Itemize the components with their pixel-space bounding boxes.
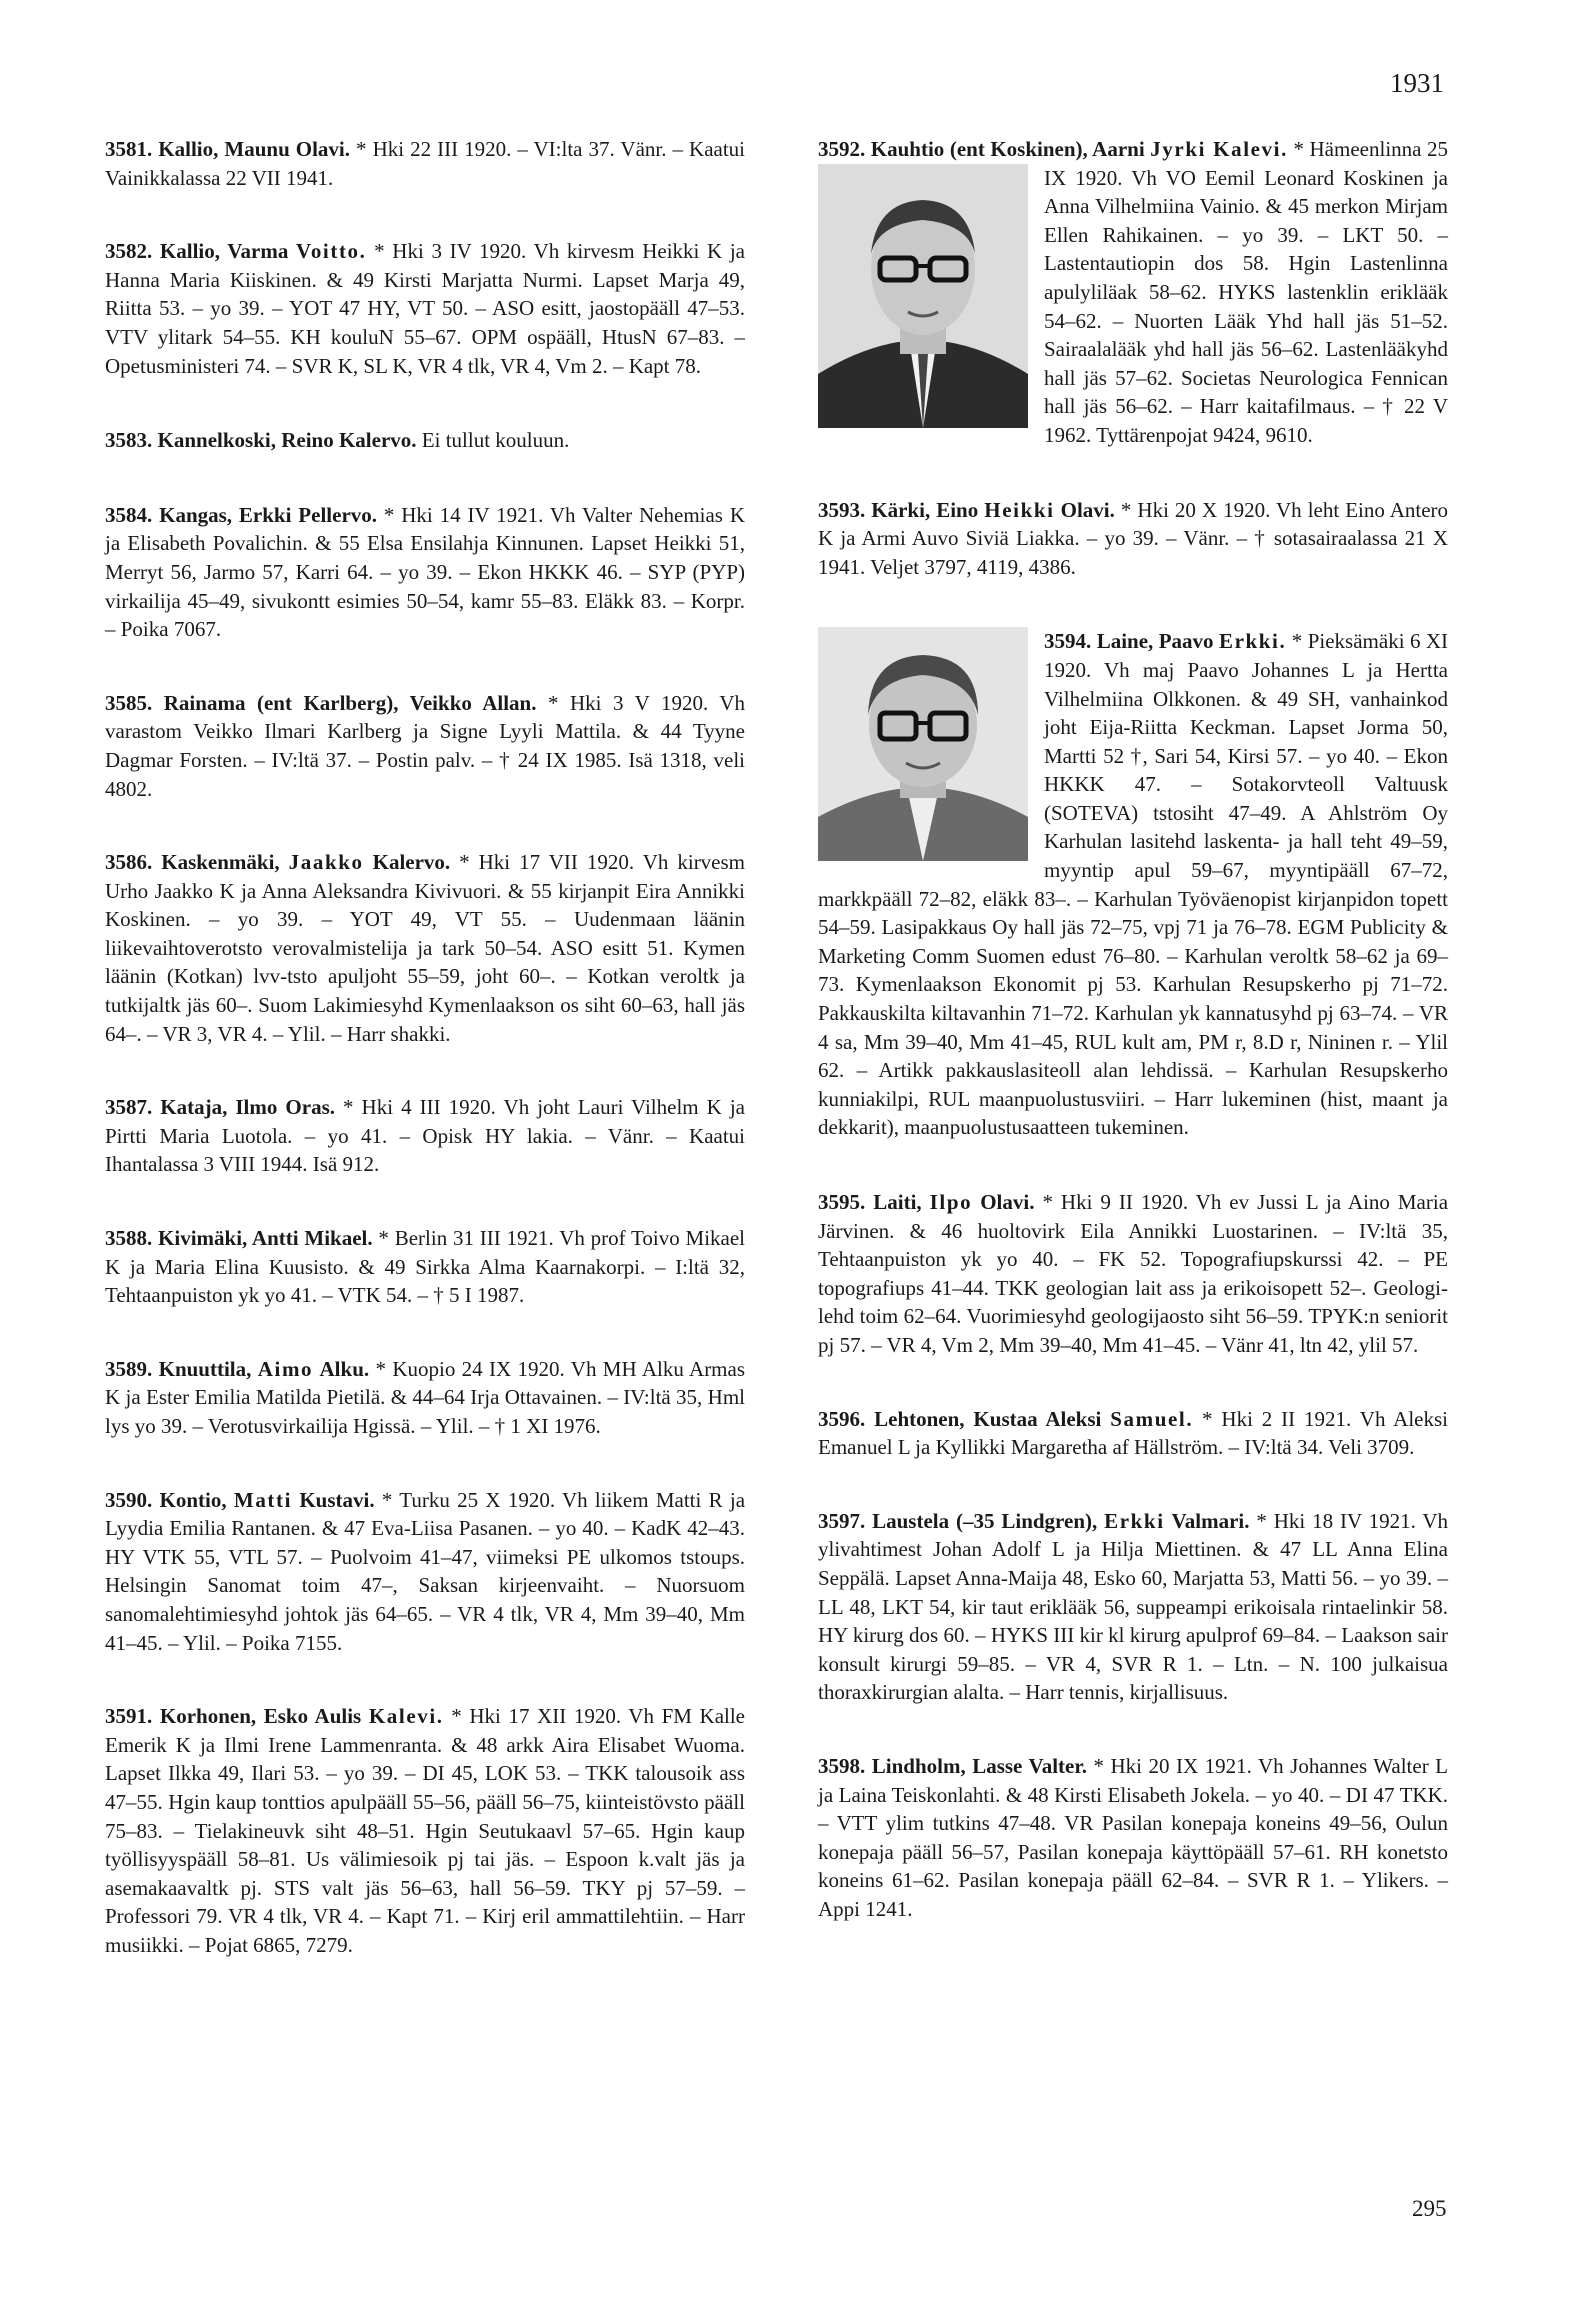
entry-3590: 3590. Kontio, Matti Kustavi. * Turku 25 X 1920. Vh liikem Matti R ja Lyydia Emilia Rantanen. & 47 Eva-Liisa Pasanen. – yo 40. – KadK 42–43. HY VTK 55, VTL 57. – Puolvoim 41–47, viimeksi PE ulkomos tstoups. Helsingin Sanomat toim 47–, Saksan kirjeenvaiht. – Nuorsuom sanomalehtimiesyhd johtok jäs 64–65. – VR 4 tlk, VR 4, Mm 39–40, Mm 41–45. – Ylil. – Poika 7155. xyxy=(105,1487,746,1655)
portrait-photo-laine xyxy=(818,627,1028,861)
entry-3593: 3593. Kärki, Eino Heikki Olavi. * Hki 20 X 1920. Vh leht Eino Antero K ja Armi Auvo Siviä Liakka. – yo 39. – Vänr. – † sotasairaalassa 21 X 1941. Veljet 3797, 4119, 4386. xyxy=(818,497,1449,579)
entry-3591: 3591. Korhonen, Esko Aulis Kalevi. * Hki 17 XII 1920. Vh FM Kalle Emerik K ja Ilmi Irene Lammenranta. & 48 arkk Aira Elisabet Wuoma. Lapset Ilkka 49, Ilari 53. – yo 39. – DI 45, LOK 53. – TKK talousoik ass 47–55. Hgin kaup tonttios apulpääll 55–56, pääll 56–75, kiinteistövsto pääll 75–83. – Tielakineuvk siht 48–51. Hgin Seutukaavl 57–65. Hgin kaup työllisyyspääll 58–81. Us välimiesoik pj tai jäs. – Espoon k.valt jäs ja asemakaavaltk pj. STS valt jäs 56–63, hall 56–59. TKY pj 57–59. – Professori 79. VR 4 tlk, VR 4. – Kapt 71. – Kirj eril ammattilehtiin. – Harr musiikki. – Pojat 6865, 7279. xyxy=(105,1704,746,1957)
entry-3584: 3584. Kangas, Erkki Pellervo. * Hki 14 IV 1921. Vh Valter Nehemias K ja Elisabeth Povalichin. & 55 Elsa Ensilahja Kinnunen. Lapset Heikki 51, Merryt 56, Jarmo 57, Karri 64. – yo 39. – Ekon HKKK 46. – SYP (PYP) virkailija 45–49, sivukontt esimies 50–54, kamr 55–83. Eläkk 83. – Korpr. – Poika 7067. xyxy=(105,502,746,642)
entry-3582: 3582. Kallio, Varma Voitto. * Hki 3 IV 1920. Vh kirvesm Heikki K ja Hanna Maria Kiiskinen. & 49 Kirsti Marjatta Nurmi. Lapset Marja 49, Riitta 53. – yo 39. – YOT 47 HY, VT 50. – ASO esitt, jaostopääll 47–53. VTV ylitark 54–55. KH kouluN 55–67. OPM ospääll, HtusN 67–83. – Opetusministeri 74. – SVR K, SL K, VR 4 tlk, VR 4, Vm 2. – Kapt 78. xyxy=(105,239,745,378)
right-column xyxy=(818,135,1448,1923)
left-column xyxy=(105,135,745,1960)
portrait-photo-kauhtio xyxy=(818,164,1028,428)
page-year: 1931 xyxy=(1390,68,1444,98)
entry-3594: 3594. Laine, Paavo Erkki. * Pieksämäki 6 XI 1920. Vh maj Paavo Johannes L ja Hertta Vilhelmiina Olkkonen. & 49 SH, vanhainkod joht Eija-Riitta Keckman. Lapset Jorma 50, Martti 52 †, Sari 54, Kirsi 57. – yo 40. – Ekon HKKK 47. – Sotakorvteoll Valtuusk (SOTEVA) tstosiht 47–49. A Ahlström Oy Karhulan lasitehd laskenta- ja hall teht 49–59, myyntip apul 59–67, myyntipääll 67–72, markkpääll 72–82, eläkk 83–. – Karhulan Työväenopist kirjanpidon topett 54–59. Lasipakkaus Oy hall jäs 72–75, vpj 71 ja 76–78. EGM Publicity & Marketing Comm Suomen edust 76–80. – Karhulan veroltk 58–62 ja 69–73. Kymenlaakson Ekonomit pj 53. Karhulan Resupskerho pj 71–72. Pakkauskilta kiltavanhin 71–72. Karhulan yk kannatusyhd pj 63–74. – VR 4 sa, Mm 39–40, Mm 41–45, RUL kult am, PM r, 8.D r, Nininen r. – Ylil 62. – Artikk pakkauslasiteoll alan lehdissä. – Karhulan Resupskerho kunniakilpi, RUL maanpuolustusviiri. – Harr lukeminen (hist, maant ja dekkarit), maanpuolustusaatteen tukeminen. xyxy=(818,629,1449,1140)
entry-3583: 3583. Kannelkoski, Reino Kalervo. Ei tullut kouluun. xyxy=(105,428,570,453)
page-number: 295 xyxy=(1412,2196,1447,2221)
entry-3596: 3596. Lehtonen, Kustaa Aleksi Samuel. * Hki 2 II 1921. Vh Aleksi Emanuel L ja Kyllikki Margaretha af Hällström. – IV:ltä 34. Veli 3709. xyxy=(818,1406,1448,1460)
entry-3585: 3585. Rainama (ent Karlberg), Veikko Allan. * Hki 3 V 1920. Vh varastom Veikko Ilmari Karlberg ja Signe Lyyli Mattila. & 44 Tyyne Dagmar Forsten. – IV:ltä 37. – Postin palv. – † 24 IX 1985. Isä 1318, veli 4802. xyxy=(105,690,745,801)
entry-3588: 3588. Kivimäki, Antti Mikael. * Berlin 31 III 1921. Vh prof Toivo Mikael K ja Maria Elina Kuusisto. & 49 Sirkka Alma Kaarnakorpi. – I:ltä 32, Tehtaanpuiston yk yo 41. – VTK 54. – † 5 I 1987. xyxy=(105,1226,746,1308)
entry-3597: 3597. Laustela (–35 Lindgren), Erkki Valmari. * Hki 18 IV 1921. Vh ylivahtimest Johan Adolf L ja Hilja Miettinen. & 47 LL Anna Elina Seppälä. Lapset Anna-Maija 48, Esko 60, Marjatta 53, Matti 56. – yo 39. – LL 48, LKT 54, kir taut eriklääk 56, suppeampi erikoisala rintaelinkir 58. HY kirurg dos 60. – HYKS III kir kl kirurg apulprof 69–84. – Laakson sair konsult kirurgi 59–85. – VR 4, SVR R 1. – Ltn. – N. 100 julkaisua thoraxkirurgian alalta. – Harr tennis, kirjallisuus. xyxy=(818,1508,1449,1705)
entry-3587: 3587. Kataja, Ilmo Oras. * Hki 4 III 1920. Vh joht Lauri Vilhelm K ja Pirtti Maria Luotola. – yo 41. – Opisk HY lakia. – Vänr. – Kaatui Ihantalassa 3 VIII 1944. Isä 912. xyxy=(105,1095,745,1177)
entry-3589: 3589. Knuuttila, Aimo Alku. * Kuopio 24 IX 1920. Vh MH Alku Armas K ja Ester Emilia Matilda Pietilä. & 44–64 Irja Ottavainen. – IV:ltä 35, Hml lys yo 39. – Verotusvirkailija Hgissä. – Ylil. – † 1 XI 1976. xyxy=(105,1356,746,1438)
entry-3581: 3581. Kallio, Maunu Olavi. * Hki 22 III 1920. – VI:lta 37. Vänr. – Kaatui Vainikkalassa 22 VII 1941. xyxy=(105,137,746,190)
entry-3586: 3586. Kaskenmäki, Jaakko Kalervo. * Hki 17 VII 1920. Vh kirvesm Urho Jaakko K ja Anna Aleksandra Kivivuori. & 55 kirjanpit Eira Annikki Koskinen. – yo 39. – YOT 49, VT 55. – Uudenmaan läänin liikevaihtoverotsto verovalmistelija ja tark 50–54. ASO esitt 51. Kymen läänin (Kotkan) lvv-tsto apuljoht 55–59, joht 60–. – Kotkan veroltk ja tutkijaltk jäs 60–. Suom Lakimiesyhd Kymenlaakson os siht 60–63, hall jäs 64–. – VR 3, VR 4. – Ylil. – Harr shakki. xyxy=(105,850,746,1046)
entry-3598: 3598. Lindholm, Lasse Valter. * Hki 20 IX 1921. Vh Johannes Walter L ja Laina Teiskonlahti. & 48 Kirsti Elisabeth Jokela. – yo 40. – DI 47 TKK. – VTT ylim tutkins 47–48. VR Pasilan konepaja koneins 49–56, Oulun konepaja pääll 56–57, Pasilan konepaja käyttöpääll 57–61. RH konetsto koneins 61–62. Pasilan konepaja pääll 62–84. – SVR R 1. – Ylikers. – Appi 1241. xyxy=(818,1753,1449,1921)
entry-3592: 3592. Kauhtio (ent Koskinen), Aarni Jyrki Kalevi. * Hämeenlinna 25 IX 1920. Vh VO Eemil Leonard Koskinen ja Anna Vilhelmiina Vainio. & 45 merkon Mirjam Ellen Rahikainen. – yo 39. – LKT 50. – Lastentautiopin dos 58. Hgin Lastenlinna apulyliläak 58–62. HYKS lastenklin eriklääk 54–62. – Nuorten Lääk Yhd hall jäs 51–52. Sairaalalääk yhd hall jäs 56–62. Lastenlääkyhd hall jäs 57–62. Societas Neurologica Fennican hall jäs 56–62. – Harr kaitafilmaus. – † 22 V 1962. Tyttärenpojat 9424, 9610. xyxy=(818,137,1448,447)
entry-3595: 3595. Laiti, Ilpo Olavi. * Hki 9 II 1920. Vh ev Jussi L ja Aino Maria Järvinen. & 46 huoltovirk Eila Annikki Luostarinen. – IV:ltä 35, Tehtaanpuiston yk yo 40. – FK 52. Topografiupskurssi 42. – PE topografiups 41–44. TKK geologian lait ass ja erikoisopett 52–. Geologi-lehd toim 62–64. Vuorimiesyhd geologijaosto siht 56–59. TPYK:n seniorit pj 57. – VR 4, Vm 2, Mm 39–40, Mm 41–45. – Vänr 41, ltn 42, ylil 57. xyxy=(818,1190,1449,1357)
